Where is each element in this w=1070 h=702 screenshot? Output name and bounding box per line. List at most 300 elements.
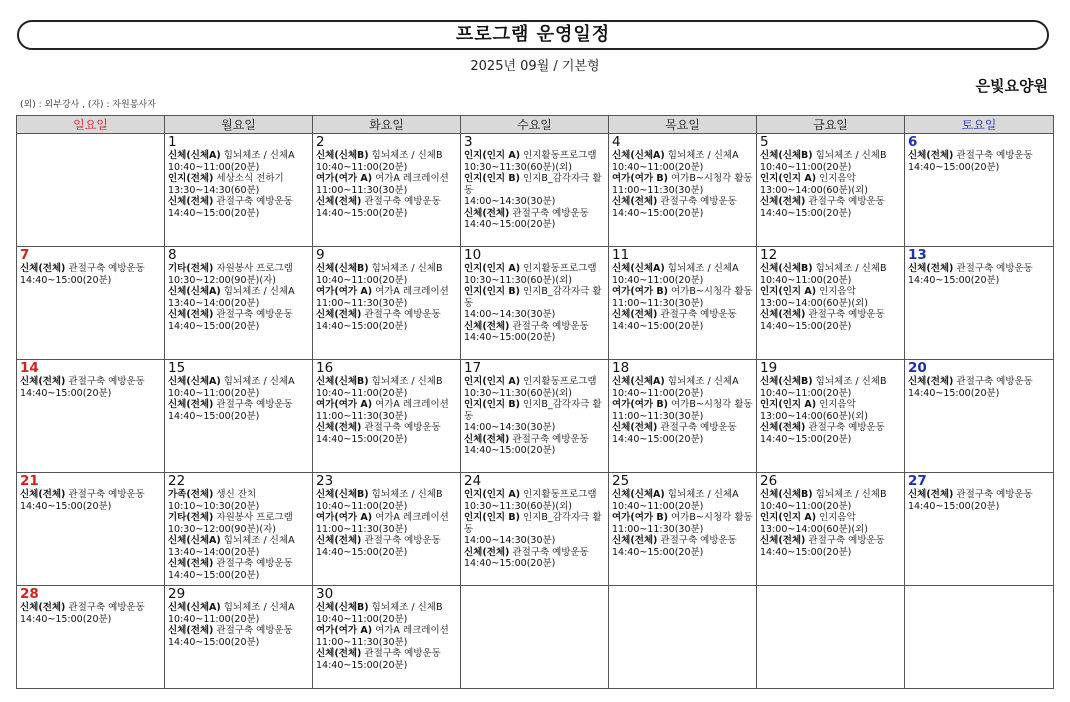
day-cell <box>461 134 609 247</box>
program-description: 힘뇌체조 / 신체B <box>368 602 443 613</box>
program-entry <box>612 196 753 219</box>
program-description: 생신 잔치 <box>213 489 257 500</box>
day-number: 18 <box>612 360 630 376</box>
program-entry <box>464 286 605 321</box>
program-category: 신체(신체B) <box>316 263 369 274</box>
program-category: 신체(전체) <box>908 150 954 161</box>
program-time: 11:00~11:30(30분) <box>316 636 408 648</box>
program-entry <box>464 150 605 173</box>
program-description: 관절구축 예방운동 <box>361 309 441 320</box>
program-entry <box>464 512 605 547</box>
program-category: 신체(전체) <box>168 196 214 207</box>
day-number: 28 <box>20 586 39 602</box>
program-entry <box>464 321 605 344</box>
program-category: 신체(전체) <box>168 399 214 410</box>
program-time: 13:00~14:00(60분)(외) <box>760 410 868 422</box>
organization-name: 은빛요양원 <box>975 77 1048 95</box>
program-entry <box>760 150 901 173</box>
day-number: 14 <box>20 360 39 376</box>
program-time: 14:40~15:00(20분) <box>612 320 704 332</box>
program-category: 기타(전체) <box>168 263 214 274</box>
program-description: 힘뇌체조 / 신체B <box>812 489 887 500</box>
program-time: 14:40~15:00(20분) <box>20 500 112 512</box>
program-description: 인지활동프로그램 <box>520 263 597 274</box>
program-category: 인지(전체) <box>168 173 214 184</box>
weekday-header-wed: 수요일 <box>461 116 609 134</box>
day-cell <box>609 247 757 360</box>
program-time: 14:40~15:00(20분) <box>612 546 704 558</box>
program-time: 14:40~15:00(20분) <box>168 320 260 332</box>
program-entry <box>760 422 901 445</box>
program-description: 인지음악 <box>816 399 856 410</box>
program-time: 11:00~11:30(30분) <box>316 523 408 535</box>
program-description: 관절구축 예방운동 <box>361 196 441 207</box>
program-time: 14:40~15:00(20분) <box>316 320 408 332</box>
program-entry <box>168 602 309 625</box>
program-entry <box>464 173 605 208</box>
day-number: 16 <box>316 360 334 376</box>
program-category: 신체(신체A) <box>612 489 665 500</box>
program-description: 힘뇌체조 / 신체B <box>368 263 443 274</box>
program-category: 신체(전체) <box>20 376 66 387</box>
program-time: 14:00~14:30(30분) <box>464 196 556 207</box>
program-time: 11:00~11:30(30분) <box>612 297 704 309</box>
program-time: 10:30~11:30(60분)(외) <box>464 387 572 399</box>
program-category: 신체(신체A) <box>612 376 665 387</box>
program-entry <box>168 625 309 648</box>
program-category: 신체(신체B) <box>316 489 369 500</box>
weekday-header-sun: 일요일 <box>17 116 165 134</box>
program-category: 신체(전체) <box>464 433 510 445</box>
program-time: 14:40~15:00(20분) <box>20 613 112 625</box>
day-cell <box>905 134 1054 247</box>
day-cell <box>757 134 905 247</box>
program-description: 힘뇌체조 / 신체A <box>664 376 739 387</box>
day-number: 6 <box>908 134 918 150</box>
program-category: 신체(신체A) <box>612 150 665 161</box>
program-category: 신체(전체) <box>316 648 362 659</box>
program-time: 14:40~15:00(20분) <box>908 387 1000 399</box>
program-description: 관절구축 예방운동 <box>213 625 293 636</box>
day-number: 17 <box>464 360 482 376</box>
day-cell <box>313 134 461 247</box>
program-description: 힘뇌체조 / 신체A <box>664 263 739 274</box>
program-entry <box>168 558 309 581</box>
calendar-body <box>17 134 1054 689</box>
program-category: 인지(인지 B) <box>464 286 520 297</box>
program-entry <box>760 286 901 309</box>
program-category: 신체(전체) <box>760 196 806 207</box>
program-entry <box>168 512 309 535</box>
day-cell <box>165 586 313 689</box>
calendar-week-row <box>17 586 1054 689</box>
program-category: 여가(여가 B) <box>612 399 668 410</box>
program-time: 13:40~14:00(20분) <box>168 297 260 309</box>
program-description: 인지음악 <box>816 286 856 297</box>
program-time: 10:40~11:00(20분) <box>760 161 852 173</box>
program-entry <box>20 263 161 286</box>
day-number: 10 <box>464 247 482 263</box>
day-number: 11 <box>612 247 630 263</box>
program-description: 힘뇌체조 / 신체A <box>664 489 739 500</box>
program-entry <box>464 434 605 457</box>
program-time: 14:40~15:00(20분) <box>464 219 556 230</box>
program-entry <box>168 150 309 173</box>
program-description: 힘뇌체조 / 신체A <box>220 286 295 297</box>
program-time: 14:40~15:00(20분) <box>316 546 408 558</box>
program-description: 힘뇌체조 / 신체A <box>220 376 295 387</box>
program-description: 인지B_감각자극 활동 <box>464 399 602 422</box>
program-description: 관절구축 예방운동 <box>657 309 737 320</box>
program-category: 신체(전체) <box>612 422 658 433</box>
program-entry <box>316 422 457 445</box>
program-description: 여가A 레크레이션 <box>372 286 449 297</box>
program-category: 신체(전체) <box>760 309 806 320</box>
program-entry <box>168 286 309 309</box>
program-entry <box>316 399 457 422</box>
program-time: 10:40~11:00(20분) <box>612 387 704 399</box>
program-entry <box>316 309 457 332</box>
program-category: 신체(전체) <box>168 625 214 636</box>
program-time: 14:40~15:00(20분) <box>316 207 408 219</box>
program-category: 신체(신체A) <box>168 535 221 546</box>
program-time: 11:00~11:30(30분) <box>612 184 704 196</box>
program-description: 여가A 레크레이션 <box>372 512 449 523</box>
program-category: 신체(전체) <box>168 558 214 569</box>
program-description: 여가A 레크레이션 <box>372 173 449 184</box>
program-description: 힘뇌체조 / 신체B <box>812 150 887 161</box>
page-title: 프로그램 운영일정 <box>17 20 1049 50</box>
program-description: 여가B~시청각 활동 <box>667 399 753 410</box>
program-description: 관절구축 예방운동 <box>509 546 589 558</box>
day-number: 15 <box>168 360 186 376</box>
program-description: 관절구축 예방운동 <box>953 489 1033 500</box>
program-time: 14:40~15:00(20분) <box>168 636 260 648</box>
program-entry <box>612 376 753 399</box>
program-time: 10:40~11:00(20분) <box>168 387 260 399</box>
program-category: 신체(전체) <box>316 196 362 207</box>
day-cell <box>609 473 757 586</box>
program-time: 10:40~11:00(20분) <box>168 161 260 173</box>
program-time: 10:40~11:00(20분) <box>612 161 704 173</box>
program-entry <box>908 263 1050 286</box>
program-description: 인지음악 <box>816 173 856 184</box>
program-description: 관절구축 예방운동 <box>953 376 1033 387</box>
page-subtitle: 2025년 09월 / 기본형 <box>470 59 600 74</box>
program-description: 관절구축 예방운동 <box>953 150 1033 161</box>
program-category: 인지(인지 A) <box>464 263 521 274</box>
day-number: 1 <box>168 134 177 150</box>
program-entry <box>316 489 457 512</box>
program-description: 관절구축 예방운동 <box>213 309 293 320</box>
program-category: 인지(인지 B) <box>464 173 520 184</box>
program-entry <box>316 173 457 196</box>
calendar-table <box>16 115 1054 689</box>
day-number: 12 <box>760 247 778 263</box>
program-description: 힘뇌체조 / 신체B <box>368 150 443 161</box>
program-entry <box>612 422 753 445</box>
program-description: 관절구축 예방운동 <box>953 263 1033 274</box>
program-entry <box>612 535 753 558</box>
day-number: 23 <box>316 473 334 489</box>
program-time: 14:40~15:00(20분) <box>760 320 852 332</box>
program-category: 인지(인지 A) <box>760 286 817 297</box>
program-description: 관절구축 예방운동 <box>509 433 589 445</box>
program-category: 신체(전체) <box>612 535 658 546</box>
program-time: 10:40~11:00(20분) <box>316 274 408 286</box>
program-entry <box>168 196 309 219</box>
program-description: 관절구축 예방운동 <box>657 535 737 546</box>
program-description: 여가A 레크레이션 <box>372 399 449 410</box>
program-entry <box>316 150 457 173</box>
program-entry <box>760 196 901 219</box>
day-number: 19 <box>760 360 778 376</box>
program-entry <box>316 512 457 535</box>
program-description: 여가B~시청각 활동 <box>667 173 753 184</box>
program-time: 14:40~15:00(20분) <box>908 500 1000 512</box>
program-entry <box>760 512 901 535</box>
program-time: 14:40~15:00(20분) <box>168 207 260 219</box>
program-time: 14:40~15:00(20분) <box>464 445 556 456</box>
day-number: 8 <box>168 247 177 263</box>
day-cell <box>905 473 1054 586</box>
program-description: 인지B_감각자극 활동 <box>464 173 602 196</box>
weekday-header-thu: 목요일 <box>609 116 757 134</box>
day-cell <box>165 247 313 360</box>
program-category: 신체(전체) <box>760 535 806 546</box>
day-cell <box>757 586 905 689</box>
program-time: 14:00~14:30(30분) <box>464 535 556 546</box>
program-description: 인지활동프로그램 <box>520 150 597 161</box>
program-description: 인지B_감각자극 활동 <box>464 512 602 535</box>
program-time: 14:40~15:00(20분) <box>908 161 1000 173</box>
day-number: 9 <box>316 247 325 263</box>
program-description: 힘뇌체조 / 신체A <box>664 150 739 161</box>
program-time: 14:40~15:00(20분) <box>908 274 1000 286</box>
program-description: 여가B~시청각 활동 <box>667 512 753 523</box>
program-description: 관절구축 예방운동 <box>657 422 737 433</box>
program-description: 힘뇌체조 / 신체B <box>368 376 443 387</box>
day-number: 5 <box>760 134 769 150</box>
program-entry <box>20 602 161 625</box>
program-time: 13:30~14:30(60분) <box>168 184 260 196</box>
program-time: 14:40~15:00(20분) <box>20 387 112 399</box>
program-time: 14:40~15:00(20분) <box>464 332 556 343</box>
program-entry <box>168 489 309 512</box>
program-description: 관절구축 예방운동 <box>213 558 293 569</box>
program-entry <box>464 263 605 286</box>
calendar-week-row <box>17 247 1054 360</box>
program-time: 10:40~11:00(20분) <box>316 613 408 625</box>
program-description: 관절구축 예방운동 <box>65 263 145 274</box>
legend-note: (외) : 외부강사 , (자) : 자원봉사자 <box>20 100 156 110</box>
program-entry <box>464 376 605 399</box>
program-time: 10:40~11:00(20분) <box>316 161 408 173</box>
program-category: 신체(신체B) <box>760 489 813 500</box>
program-category: 여가(여가 A) <box>316 512 373 523</box>
program-category: 인지(인지 B) <box>464 399 520 410</box>
calendar-week-row <box>17 134 1054 247</box>
program-entry <box>168 309 309 332</box>
program-entry <box>316 196 457 219</box>
day-cell <box>609 360 757 473</box>
program-description: 인지활동프로그램 <box>520 489 597 500</box>
program-time: 11:00~11:30(30분) <box>612 523 704 535</box>
day-number: 3 <box>464 134 473 150</box>
program-entry <box>316 286 457 309</box>
program-entry <box>612 173 753 196</box>
program-time: 10:40~11:00(20분) <box>612 274 704 286</box>
program-entry <box>612 286 753 309</box>
program-category: 신체(전체) <box>20 263 66 274</box>
day-cell <box>165 360 313 473</box>
program-time: 14:40~15:00(20분) <box>760 433 852 445</box>
program-time: 14:40~15:00(20분) <box>316 433 408 445</box>
program-time: 14:40~15:00(20분) <box>464 558 556 569</box>
program-category: 신체(신체A) <box>168 376 221 387</box>
weekday-header-fri: 금요일 <box>757 116 905 134</box>
program-description: 세상소식 전하기 <box>213 173 284 184</box>
day-cell <box>905 360 1054 473</box>
program-entry <box>464 489 605 512</box>
program-time: 10:40~11:00(20분) <box>168 613 260 625</box>
program-category: 인지(인지 A) <box>464 376 521 387</box>
program-description: 인지활동프로그램 <box>520 376 597 387</box>
program-category: 여가(여가 B) <box>612 286 668 297</box>
program-time: 10:30~11:30(60분)(외) <box>464 500 572 512</box>
program-category: 여가(여가 A) <box>316 399 373 410</box>
day-cell <box>165 134 313 247</box>
program-entry <box>908 376 1050 399</box>
program-description: 관절구축 예방운동 <box>805 422 885 433</box>
program-entry <box>760 489 901 512</box>
program-category: 여가(여가 A) <box>316 173 373 184</box>
program-category: 신체(전체) <box>908 263 954 274</box>
program-category: 신체(전체) <box>316 309 362 320</box>
program-category: 여가(여가 A) <box>316 625 373 636</box>
day-cell <box>313 473 461 586</box>
program-entry <box>908 489 1050 512</box>
program-description: 힘뇌체조 / 신체B <box>812 376 887 387</box>
program-entry <box>20 489 161 512</box>
program-description: 여가A 레크레이션 <box>372 625 449 636</box>
day-cell <box>461 360 609 473</box>
day-cell <box>905 247 1054 360</box>
day-cell <box>609 586 757 689</box>
day-cell <box>757 360 905 473</box>
day-number: 25 <box>612 473 630 489</box>
program-time: 10:30~11:30(60분)(외) <box>464 161 572 173</box>
program-time: 11:00~11:30(30분) <box>316 410 408 422</box>
weekday-header-row <box>17 116 1054 134</box>
program-time: 14:40~15:00(20분) <box>760 207 852 219</box>
program-entry <box>168 399 309 422</box>
day-cell <box>461 586 609 689</box>
day-number: 7 <box>20 247 30 263</box>
program-category: 신체(전체) <box>20 602 66 613</box>
program-entry <box>316 376 457 399</box>
weekday-header-mon: 월요일 <box>165 116 313 134</box>
day-cell <box>165 473 313 586</box>
day-cell <box>313 247 461 360</box>
program-time: 13:00~14:00(60분)(외) <box>760 297 868 309</box>
program-entry <box>612 263 753 286</box>
program-time: 14:40~15:00(20분) <box>316 659 408 671</box>
program-time: 10:40~11:00(20분) <box>612 500 704 512</box>
program-category: 인지(인지 A) <box>464 150 521 161</box>
program-category: 신체(전체) <box>316 422 362 433</box>
day-cell <box>905 586 1054 689</box>
program-time: 10:40~11:00(20분) <box>760 274 852 286</box>
program-entry <box>760 309 901 332</box>
program-description: 힘뇌체조 / 신체B <box>812 263 887 274</box>
day-cell <box>461 247 609 360</box>
program-category: 신체(신체B) <box>316 602 369 613</box>
program-time: 14:00~14:30(30분) <box>464 422 556 433</box>
program-description: 인지B_감각자극 활동 <box>464 286 602 309</box>
program-entry <box>20 376 161 399</box>
program-category: 신체(전체) <box>464 546 510 558</box>
weekday-header-tue: 화요일 <box>313 116 461 134</box>
day-cell <box>609 134 757 247</box>
program-category: 여가(여가 B) <box>612 512 668 523</box>
day-number: 24 <box>464 473 482 489</box>
program-category: 신체(전체) <box>316 535 362 546</box>
day-cell <box>313 360 461 473</box>
program-time: 13:00~14:00(60분)(외) <box>760 184 868 196</box>
program-description: 관절구축 예방운동 <box>361 422 441 433</box>
program-description: 관절구축 예방운동 <box>213 196 293 207</box>
day-number: 26 <box>760 473 778 489</box>
day-cell <box>757 247 905 360</box>
program-entry <box>464 208 605 231</box>
weekday-header-sat: 토요일 <box>905 116 1054 134</box>
program-time: 10:30~12:00(90분)(자) <box>168 523 276 535</box>
program-description: 관절구축 예방운동 <box>65 376 145 387</box>
program-category: 신체(전체) <box>612 196 658 207</box>
program-description: 관절구축 예방운동 <box>213 399 293 410</box>
program-time: 14:40~15:00(20분) <box>168 410 260 422</box>
program-category: 신체(신체A) <box>168 150 221 161</box>
program-time: 10:10~10:30(20분) <box>168 500 260 512</box>
program-entry <box>612 399 753 422</box>
program-category: 신체(신체B) <box>316 150 369 161</box>
program-time: 10:30~12:00(90분)(자) <box>168 274 276 286</box>
program-entry <box>168 173 309 196</box>
program-category: 여가(여가 A) <box>316 286 373 297</box>
program-category: 신체(전체) <box>760 422 806 433</box>
day-number: 30 <box>316 586 334 602</box>
program-category: 신체(전체) <box>612 309 658 320</box>
day-cell <box>461 473 609 586</box>
day-number: 22 <box>168 473 186 489</box>
day-number: 4 <box>612 134 621 150</box>
program-time: 10:40~11:00(20분) <box>760 500 852 512</box>
program-description: 관절구축 예방운동 <box>65 602 145 613</box>
calendar-week-row <box>17 360 1054 473</box>
day-number: 27 <box>908 473 927 489</box>
program-time: 11:00~11:30(30분) <box>612 410 704 422</box>
program-entry <box>760 173 901 196</box>
program-time: 14:40~15:00(20분) <box>168 569 260 581</box>
program-time: 10:30~11:30(60분)(외) <box>464 274 572 286</box>
day-cell <box>757 473 905 586</box>
program-entry <box>464 399 605 434</box>
program-description: 관절구축 예방운동 <box>657 196 737 207</box>
program-entry <box>612 489 753 512</box>
program-description: 관절구축 예방운동 <box>65 489 145 500</box>
program-category: 신체(신체B) <box>760 150 813 161</box>
